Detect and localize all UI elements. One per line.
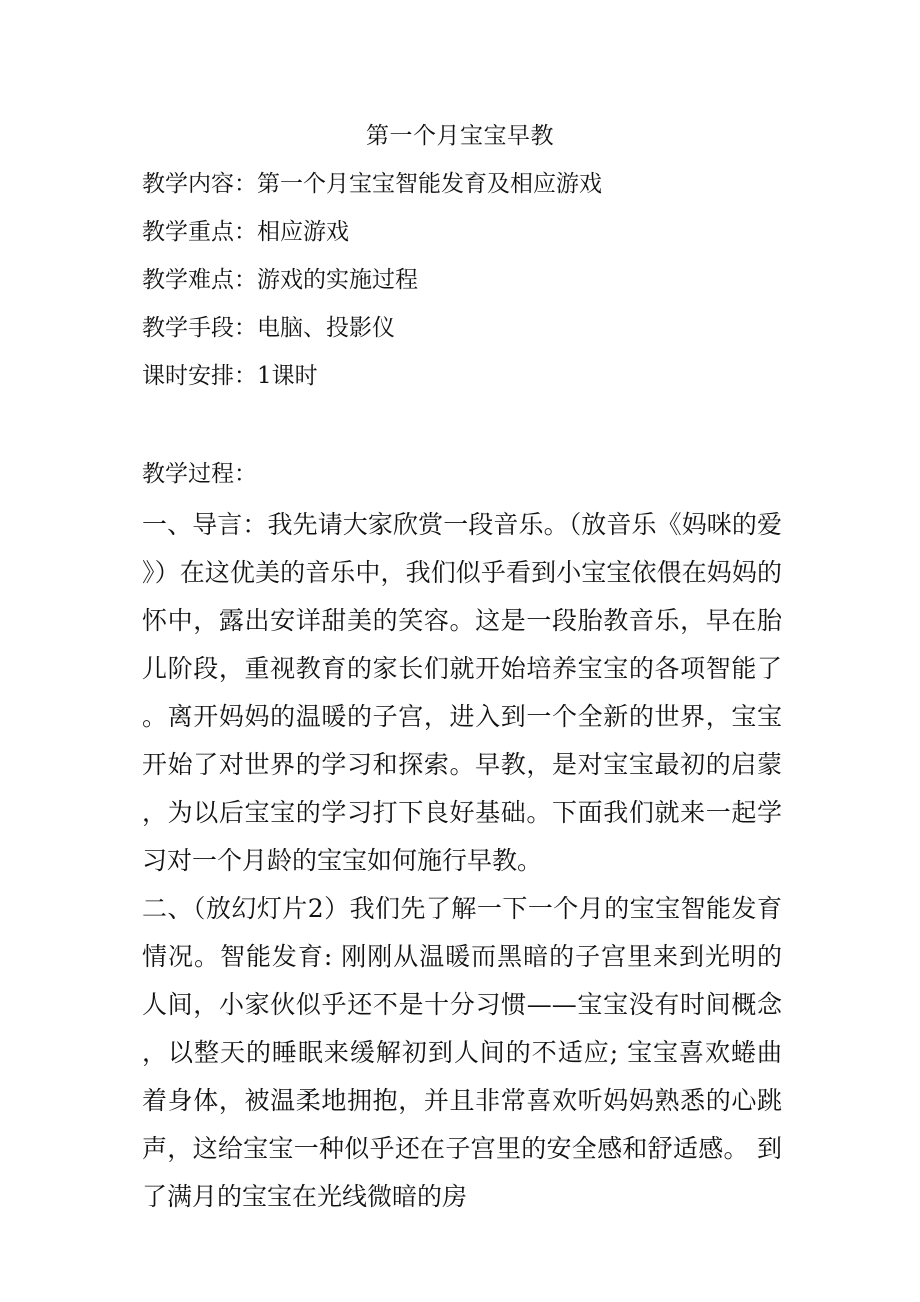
meta-teaching-difficulty: 教学难点：游戏的实施过程 bbox=[142, 267, 418, 293]
paragraph-development: 二、（放幻灯片2）我们先了解一下一个月的宝宝智能发育情况。智能发育: 刚刚从温暖而黑暗的子宫里来到光明的人间，小家伙似乎还不是十分习惯——宝宝没有时间概念，以整天的睡眠来缓解初到人间的不适应; 宝宝喜欢蜷曲着身体，被温柔地拥抱，并且非常喜欢听妈妈熟悉的心跳声，这给宝宝一种似乎还在子宫里的安全感和舒适感。 到了满月的宝宝在光线微暗的房 bbox=[142, 894, 782, 1211]
meta-teaching-tools: 教学手段：电脑、投影仪 bbox=[142, 315, 395, 341]
meta-teaching-focus: 教学重点：相应游戏 bbox=[142, 219, 349, 245]
process-heading: 教学过程： bbox=[142, 461, 257, 487]
document-title: 第一个月宝宝早教 bbox=[366, 123, 554, 149]
paragraph-introduction: 一、导言：我先请大家欣赏一段音乐。（放音乐《妈咪的爱》）在这优美的音乐中，我们似乎看到小宝宝依偎在妈妈的怀中，露出安详甜美的笑容。这是一段胎教音乐，早在胎儿阶段，重视教育的家长们就开始培养宝宝的各项智能了。离开妈妈的温暖的子宫，进入到一个全新的世界，宝宝开始了对世界的学习和探索。早教，是对宝宝最初的启蒙，为以后宝宝的学习打下良好基础。下面我们就来一起学习对一个月龄的宝宝如何施行早教。 bbox=[142, 510, 782, 875]
meta-teaching-content: 教学内容：第一个月宝宝智能发育及相应游戏 bbox=[142, 171, 602, 197]
meta-class-schedule: 课时安排：1课时 bbox=[142, 363, 318, 389]
